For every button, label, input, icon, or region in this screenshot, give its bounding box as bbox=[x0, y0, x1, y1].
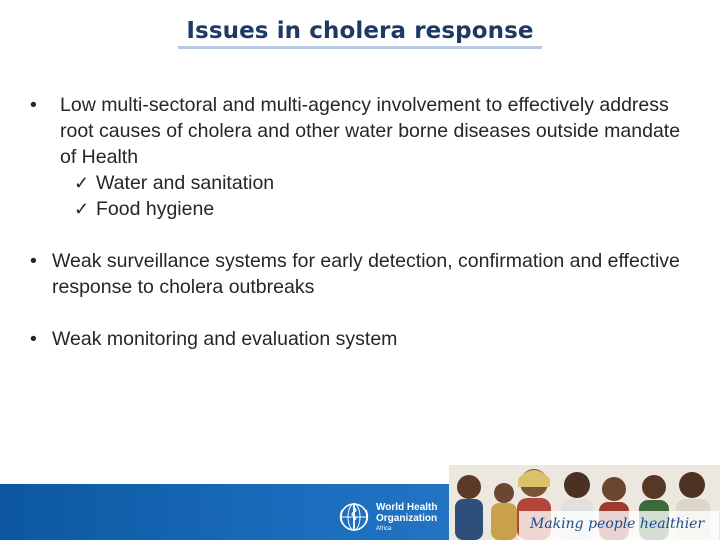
org-name-line2: Organization bbox=[376, 513, 438, 524]
bullet-text: Low multi-sectoral and multi-agency involvement to effectively address root causes of cholera and other water borne diseases outside mandate of Health bbox=[60, 94, 681, 168]
slide-title-text: Issues in cholera response bbox=[178, 18, 541, 49]
bullet-dot-icon: • bbox=[30, 94, 37, 116]
slide-title bbox=[0, 18, 720, 49]
region-label: Africa bbox=[376, 526, 392, 532]
tagline: Making people healthier bbox=[530, 516, 705, 532]
bullet-list bbox=[28, 92, 698, 352]
bullet-dot-icon: • bbox=[30, 250, 37, 272]
checkmark-icon: ✓ bbox=[74, 199, 90, 219]
sub-bullet-text: Water and sanitation bbox=[96, 172, 275, 194]
sub-bullet-item bbox=[60, 196, 698, 222]
who-emblem-icon bbox=[336, 499, 372, 535]
bullet-item bbox=[28, 248, 698, 300]
org-name-line1: World Health bbox=[376, 502, 438, 513]
who-logo bbox=[336, 497, 437, 537]
bullet-item bbox=[28, 92, 698, 222]
sub-bullet-item bbox=[60, 170, 698, 196]
bullet-text: Weak monitoring and evaluation system bbox=[52, 328, 398, 350]
bullet-dot-icon: • bbox=[30, 328, 37, 350]
bullet-text: Weak surveillance systems for early detection, confirmation and effective response to cholera outbreaks bbox=[52, 250, 680, 298]
sub-bullet-text: Food hygiene bbox=[96, 198, 215, 220]
checkmark-icon: ✓ bbox=[74, 173, 90, 193]
bullet-item bbox=[28, 326, 698, 352]
